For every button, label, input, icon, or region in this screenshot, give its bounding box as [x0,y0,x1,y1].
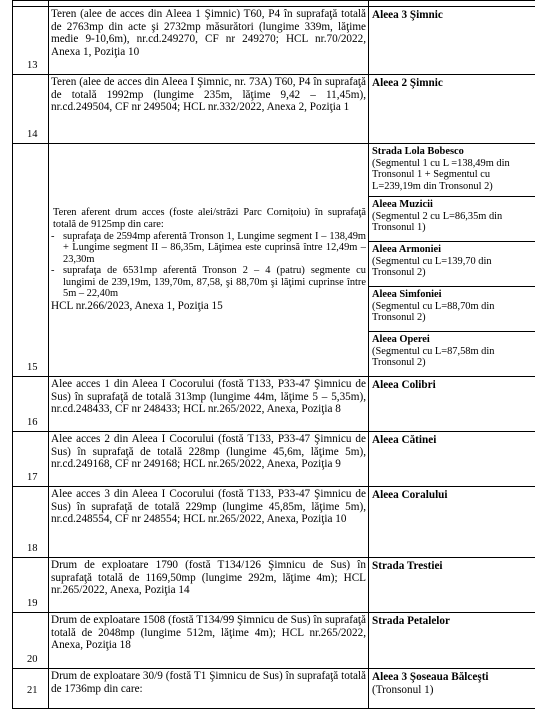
street-detail: (Segmentul cu L=139,70 din Tronsonul 2) [372,255,492,279]
description-cell: Drum de exploatare 30/9 (fostă T1 Şimnicu de Sus) în suprafaţă totală de 1736mp din care: [49,669,369,709]
street-name: Strada Trestiei [369,558,536,613]
table-row-19 [13,558,536,613]
street-name: Strada Petalelor [369,613,536,669]
description-cell: Drum de exploatare 1508 (fostă T134/99 Şimnicu de Sus) în suprafaţă totală de 2048mp (lungime 512m, lăţime 4m); HCL nr.265/2022, Anexa, Poziţia 18 [49,613,369,669]
street-name: Aleea Muzicii [372,199,433,210]
table-row-18 [13,487,536,558]
street-name: Aleea Cătinei [369,432,536,487]
bullet-item [51,231,366,266]
description-hcl: HCL nr.266/2023, Anexa 1, Poziţia 15 [51,300,223,313]
table-row-13 [13,7,536,75]
row-number: 19 [13,558,49,613]
row-number: 18 [13,487,49,558]
row-number: 20 [13,613,49,669]
table-row-15 [13,144,536,377]
row-number: 17 [13,432,49,487]
sub-street [369,242,535,287]
street-detail: (Tronsonul 1) [372,683,434,696]
street-name: Aleea Coralului [369,487,536,558]
description-intro: Teren aferent drum acces (foste alei/străzi Parc Cornițoiu) în suprafaţă totală de 9125mp din care: [53,207,366,230]
description-cell: Drum de exploatare 1790 (fostă T134/126 Şimnicu de Sus) în suprafaţă totală de 1169,50mp (lungime 292m, lăţime 4m); HCL nr.265/2022, Anexa, Poziţia 14 [49,558,369,613]
table-row-20 [13,613,536,669]
street-detail: (Segmentul 1 cu L =138,49m din Tronsonul 1 + Segmentul cu L=239,19m din Tronsonul 2) [372,157,510,192]
table-row-16 [13,377,536,432]
description-cell: Alee acces 1 din Aleea I Cocorului (fostă T133, P33-47 Şimnicu de Sus) în suprafaţă de totală 313mp (lungime 44m, lăţime 5 – 5,35m), nr.cd.248433, CF nr 248433; HCL nr.265/2022, Anexa, Poziţia 8 [49,377,369,432]
street-name: Aleea Operei [372,334,430,345]
street-name: Aleea Simfoniei [372,289,442,300]
street-name: Aleea Colibri [369,377,536,432]
document-page [12,0,535,717]
street-name: Aleea Armoniei [372,244,441,255]
sub-street [369,197,535,242]
sub-street [369,332,535,374]
table-row-17 [13,432,536,487]
street-name: Strada Lola Bobesco [372,146,464,157]
description-cell: Teren (alee de acces din Aleea 1 Şimnic) T60, P4 în suprafaţă totală de 2763mp din acte şi 2732mp măsurători (lungime 339m, lăţime medie 9-10,6m), nr.cd.249270, CF nr 249270; HCL nr.70/2022, Anexa 1, Poziţia 10 [49,7,369,75]
bullet-text: suprafaţa de 2594mp aferentă Tronson 1, Lungime segment I – 138,49m + Lungime segment II – 86,35m, Lăţimea este cuprinsă între 12,49m – 23,30m [63,230,366,265]
bullet-dash: - [51,230,55,242]
description-cell [49,144,369,377]
street-name: Aleea 3 Şoseaua Bălceşti [372,671,489,683]
sub-street [369,287,535,332]
bullet-dash: - [51,265,55,277]
row-number: 16 [13,377,49,432]
street-name-cell [369,669,536,709]
row-number: 15 [13,144,49,377]
sub-street [369,144,535,197]
street-name: Aleea 2 Şimnic [369,75,536,144]
street-detail: (Segmentul 2 cu L=86,35m din Tronsonul 1) [372,210,503,234]
bullet-item [51,265,366,300]
street-name: Aleea 3 Şimnic [369,7,536,75]
bullet-text: suprafaţa de 6531mp aferentă Tronson 2 – 4 (patru) segmente cu lungimi de 239,19m, 139,70m, 87,58, şi 88,70m şi lăţimi cuprinse între 5m – 22,40m [63,265,366,300]
description-cell: Alee acces 3 din Aleea I Cocorului (fostă T133, P33-47 Şimnicu de Sus) în suprafaţă de totală 229mp (lungime 45,85m, lăţime 5m), nr.cd.248554, CF nr 248554; HCL nr.265/2022, Anexa, Poziţia 10 [49,487,369,558]
table-row-14 [13,75,536,144]
description-cell: Teren (alee de acces din Aleea I Şimnic, nr. 73A) T60, P4 în suprafaţă de totală 1992mp (lungime 235m, lăţime 9,42 – 11,45m), nr.cd.249504, CF nr 249504; HCL nr.332/2022, Anexa 2, Poziţia 1 [49,75,369,144]
street-detail: (Segmentul cu L=87,58m din Tronsonul 2) [372,345,495,369]
streets-table [12,0,535,709]
street-name-cell [369,144,536,377]
table-row-21 [13,669,536,709]
street-detail: (Segmentul cu L=88,70m din Tronsonul 2) [372,300,495,324]
row-number: 13 [13,7,49,75]
description-cell: Alee acces 2 din Aleea I Cocorului (fostă T133, P33-47 Şimnicu de Sus) în suprafaţă de totală 228mp (lungime 45,6m, lăţime 5m), nr.cd.249168, CF nr 249168; HCL nr.265/2022, Anexa, Poziţia 9 [49,432,369,487]
row-number: 21 [13,669,49,709]
row-number: 14 [13,75,49,144]
